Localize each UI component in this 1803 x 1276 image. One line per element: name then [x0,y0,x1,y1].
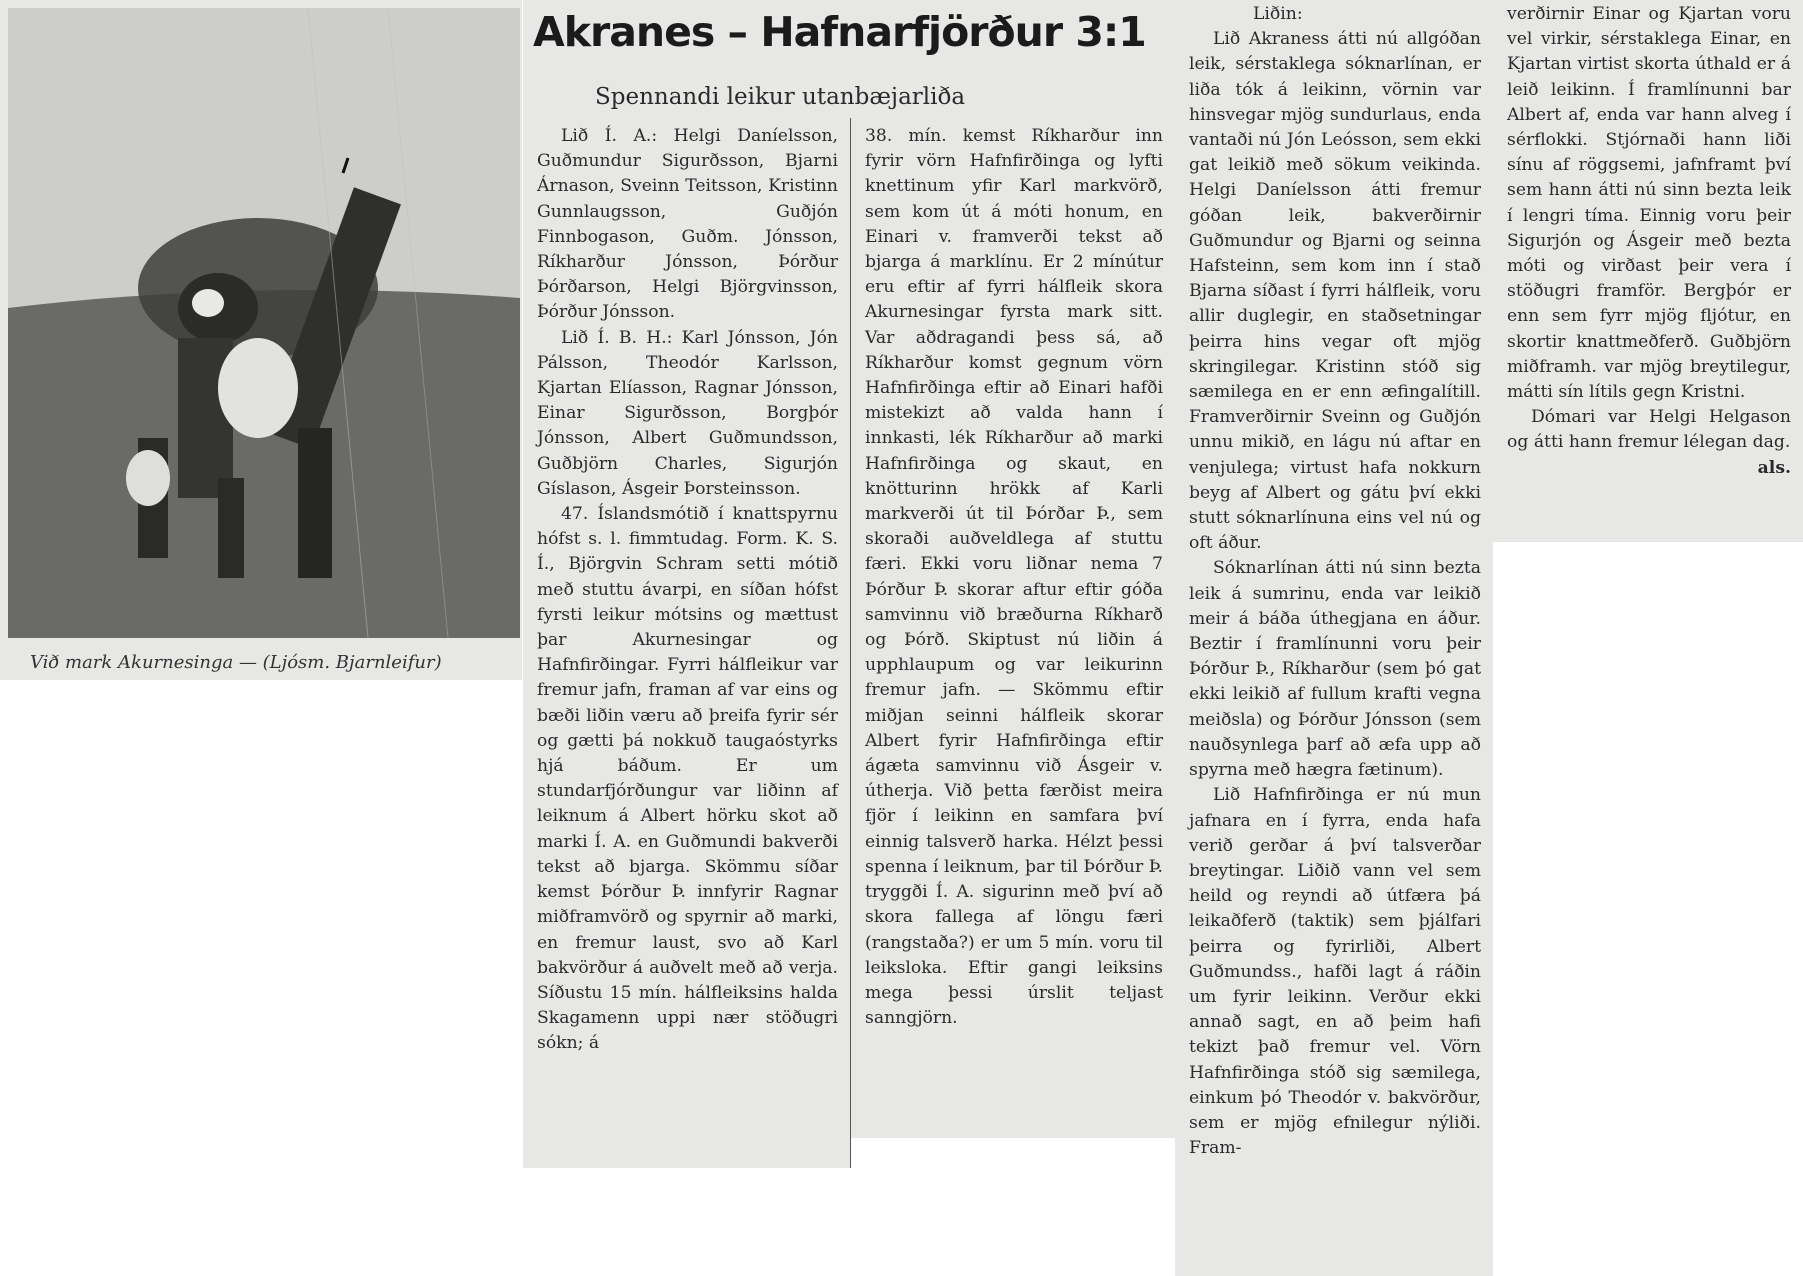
article-column-3 [1175,0,1493,1276]
article-headline: Akranes – Hafnarfjörður 3:1 [533,8,1146,56]
article-subheadline: Spennandi leikur utanbæjarliða [595,84,966,110]
match-photo [8,8,520,638]
section-heading-lidin: Liðin: [1253,4,1303,24]
photo-block [0,0,522,680]
column3-paragraph: Lið Hafnfirðinga er nú mun jafnara en í fyrra, enda hafa verið gerðar á því talsverðar breytingar. Liðið vann vel sem heild og reyndi að útfæra þá leikaðferð (taktik) sem þjálfari þeirra og fyrirliði, Albert Guðmundss., hafði lagt á ráðin um fyrir leikinn. Verður ekki annað sagt, en að þeim hafi tekizt það fremur vel. Vörn Hafnfirðinga stóð sig sæmilega, einkum þó Theodór v. bakvörður, sem er mjög efnilegur nýliði. Fram- [1189,785,1481,1159]
column4-paragraph: verðirnir Einar og Kjartan voru vel virkir, sérstaklega Einar, en Kjartan virtist skorta úthald er á leið leikinn. Í framlínunni bar Albert af, enda var hann alveg í sérflokki. Stjórnaði hann liði sínu af röggsemi, jafnframt því sem hann átti nú sinn bezta leik í lengri tíma. Einnig voru þeir Sigurjón og Ásgeir með bezta móti og virðast þeir vera í stöðugri framför. Bergþór er enn sem fyrr mjög fljótur, en skortir knattmeðferð. Guðbjörn miðframh. var mjög breytilegur, mátti sín lítils gegn Kristni. [1507,4,1791,403]
column3-paragraph: Lið Akraness átti nú allgóðan leik, sérstaklega sóknarlínan, er liða tók á leikinn, vörnin var hinsvegar mjög sundurlaus, enda vantaði nú Jón Leósson, sem ekki gat leikið með sökum veikinda. Helgi Daníelsson átti fremur góðan leik, bakverðirnir Guðmundur og Bjarni og seinna Hafsteinn, sem kom inn í stað Bjarna síðast í fyrri hálfleik, voru allir duglegir, en staðsetningar þeirra hins vegar oft mjög skringilegar. Kristinn stóð sig sæmilega en er enn æfingalítill. Framverðirnir Sveinn og Guðjón unnu mikið, en lágu nú aftar en venjulega; virtust hafa nokkurn beyg af Albert og gátu því ekki stutt sóknarlínuna eins vel nú og oft áður. [1189,29,1481,554]
lineup-ibh: Lið Í. B. H.: Karl Jónsson, Jón Pálsson, Theodór Karlsson, Kjartan Elíasson, Ragnar Jónsson, Einar Sigurðsson, Borgþór Jónsson, Albert Guðmundsson, Guðbjörn Charles, Sigurjón Gíslason, Ásgeir Þorsteinsson. [537,327,838,499]
author-signature: als. [1757,457,1791,478]
headline-block [523,0,1175,118]
article-column-2 [851,118,1175,1138]
lineup-ia: Lið Í. A.: Helgi Daníelsson, Guðmundur Sigurðsson, Bjarni Árnason, Sveinn Teitsson, Kristinn Gunnlaugsson, Guðjón Finnbogason, Guðm. Jónsson, Ríkharður Jónsson, Þórður Þórðarson, Helgi Björgvinsson, Þórður Jónsson. [537,126,838,323]
column2-paragraph: 38. mín. kemst Ríkharður inn fyrir vörn Hafnfirðinga og lyfti knettinum yfir Karl markvörð, sem kom út á móti honum, en Einari v. framverði tekst að bjarga á marklínu. Er 2 mínútur eru eftir af fyrri hálfleik skora Akurnesingar fyrsta mark sitt. Var aðdragandi þess sá, að Ríkharður komst gegnum vörn Hafnfirðinga eftir að Einari hafði mistekizt að valda hann í innkasti, lék Ríkharður að marki Hafnfirðinga og skaut, en knötturinn hrökk af Karli markverði út til Þórðar Þ., sem skoraði auðveldlega af stuttu færi. Ekki voru liðnar nema 7 Þórður Þ. skorar aftur eftir góða samvinnu við bræðurna Ríkharð og Þórð. Skiptust nú liðin á upphlaupum og var leikurinn fremur jafn. — Skömmu eftir miðjan seinni hálfleik skorar Albert fyrir Hafnfirðinga eftir ágæta samvinnu við Ásgeir v. útherja. Við þetta færðist meira fjör í leikinn en samfara því einnig talsverð harka. Hélzt þessi spenna í leiknum, þar til Þórður Þ. tryggði Í. A. sigurinn með því að skora fallega af löngu færi (rangstaða?) er um 5 mín. voru til leiksloka. Eftir gangi leiksins mega þessi úrslit teljast sanngjörn. [865,126,1163,1029]
article-column-1 [523,118,851,1168]
column1-paragraph: 47. Íslandsmótið í knattspyrnu hófst s. l. fimmtudag. Form. K. S. Í., Björgvin Schram setti mótið með stuttu ávarpi, en síðan hófst fyrsti leikur mótsins og mættust þar Akurnesingar og Hafnfirðingar. Fyrri hálfleikur var fremur jafn, framan af var eins og bæði liðin væru að þreifa fyrir sér og gætti þá nokkuð taugaóstyrks hjá báðum. Er um stundarfjórðungur var liðinn af leiknum á Albert hörku skot að marki Í. A. en Guðmundi bakverði tekst að bjarga. Skömmu síðar kemst Þórður Þ. innfyrir Ragnar miðframvörð og spyrnir að marki, en fremur laust, svo að Karl bakvörður á auðvelt með að verja. Síðustu 15 mín. hálfleiksins halda Skagamenn uppi nær stöðugri sókn; á [537,504,838,1054]
photo-illustration [8,8,520,638]
column3-paragraph: Sóknarlínan átti nú sinn bezta leik á sumrinu, enda var leikið meir á báða úthegjana en áður. Beztir í framlínunni voru þeir Þórður Þ., Ríkharður (sem þó gat ekki leikið af fullum krafti vegna meiðsla) og Þórður Jónsson (sem nauðsynlega þarf að æfa upp að spyrna með hægra fætinum). [1189,558,1481,781]
article-column-4 [1493,0,1803,542]
column4-paragraph: Dómari var Helgi Helgason og átti hann fremur lélegan dag. [1507,407,1791,453]
photo-caption: Við mark Akurnesinga — (Ljósm. Bjarnleifur) [30,652,442,673]
